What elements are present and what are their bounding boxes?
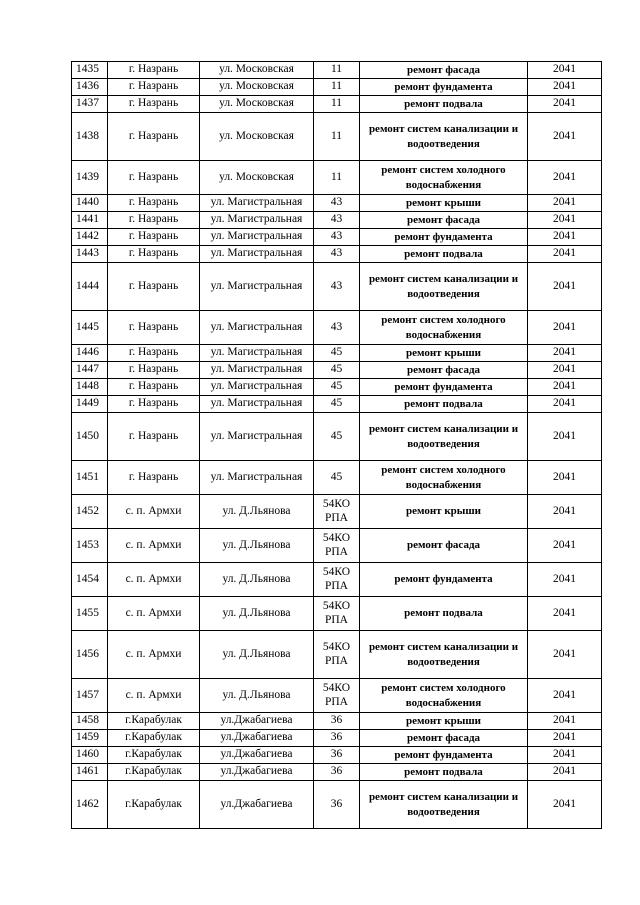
work-type-cell: ремонт систем холодного водоснабжения — [360, 461, 528, 495]
street-cell: ул.Джабагиева — [200, 730, 314, 747]
year-cell: 2041 — [528, 764, 602, 781]
table-row — [72, 362, 602, 379]
street-cell: ул. Московская — [200, 96, 314, 113]
street-cell: ул. Московская — [200, 62, 314, 79]
table-row — [72, 79, 602, 96]
row-number-cell: 1459 — [72, 730, 108, 747]
row-number-cell: 1450 — [72, 413, 108, 461]
street-cell: ул. Д.Льянова — [200, 597, 314, 631]
locality-cell: с. п. Армхи — [108, 563, 200, 597]
street-cell: ул. Московская — [200, 161, 314, 195]
house-number-cell: 45 — [314, 461, 360, 495]
year-cell: 2041 — [528, 413, 602, 461]
house-number-cell: 11 — [314, 161, 360, 195]
table-row — [72, 161, 602, 195]
house-number-cell: 43 — [314, 263, 360, 311]
row-number-cell: 1453 — [72, 529, 108, 563]
row-number-cell: 1443 — [72, 246, 108, 263]
table-row — [72, 781, 602, 829]
year-cell: 2041 — [528, 311, 602, 345]
work-type-cell: ремонт фасада — [360, 62, 528, 79]
year-cell: 2041 — [528, 362, 602, 379]
row-number-cell: 1455 — [72, 597, 108, 631]
table-body — [72, 62, 602, 829]
year-cell: 2041 — [528, 631, 602, 679]
year-cell: 2041 — [528, 246, 602, 263]
table-row — [72, 212, 602, 229]
locality-cell: г. Назрань — [108, 212, 200, 229]
year-cell: 2041 — [528, 563, 602, 597]
work-type-cell: ремонт фундамента — [360, 563, 528, 597]
locality-cell: г. Назрань — [108, 246, 200, 263]
row-number-cell: 1452 — [72, 495, 108, 529]
year-cell: 2041 — [528, 597, 602, 631]
street-cell: ул. Д.Льянова — [200, 529, 314, 563]
row-number-cell: 1446 — [72, 345, 108, 362]
table-row — [72, 96, 602, 113]
locality-cell: г. Назрань — [108, 461, 200, 495]
row-number-cell: 1456 — [72, 631, 108, 679]
year-cell: 2041 — [528, 96, 602, 113]
locality-cell: г. Назрань — [108, 263, 200, 311]
work-type-cell: ремонт фундамента — [360, 229, 528, 246]
table-row — [72, 345, 602, 362]
row-number-cell: 1440 — [72, 195, 108, 212]
row-number-cell: 1437 — [72, 96, 108, 113]
street-cell: ул. Магистральная — [200, 379, 314, 396]
street-cell: ул.Джабагиева — [200, 781, 314, 829]
work-type-cell: ремонт систем холодного водоснабжения — [360, 679, 528, 713]
locality-cell: г. Назрань — [108, 311, 200, 345]
row-number-cell: 1461 — [72, 764, 108, 781]
locality-cell: г. Назрань — [108, 161, 200, 195]
row-number-cell: 1454 — [72, 563, 108, 597]
locality-cell: г.Карабулак — [108, 730, 200, 747]
work-type-cell: ремонт подвала — [360, 96, 528, 113]
year-cell: 2041 — [528, 229, 602, 246]
work-type-cell: ремонт систем канализации и водоотведения — [360, 113, 528, 161]
row-number-cell: 1442 — [72, 229, 108, 246]
table-row — [72, 263, 602, 311]
table-row — [72, 396, 602, 413]
house-number-cell: 54КО РПА — [314, 679, 360, 713]
repair-schedule-table — [71, 61, 602, 829]
work-type-cell: ремонт подвала — [360, 396, 528, 413]
work-type-cell: ремонт подвала — [360, 597, 528, 631]
year-cell: 2041 — [528, 679, 602, 713]
street-cell: ул. Магистральная — [200, 229, 314, 246]
street-cell: ул. Д.Льянова — [200, 679, 314, 713]
year-cell: 2041 — [528, 62, 602, 79]
house-number-cell: 36 — [314, 747, 360, 764]
year-cell: 2041 — [528, 747, 602, 764]
house-number-cell: 43 — [314, 246, 360, 263]
locality-cell: г.Карабулак — [108, 747, 200, 764]
house-number-cell: 43 — [314, 229, 360, 246]
work-type-cell: ремонт систем канализации и водоотведения — [360, 631, 528, 679]
work-type-cell: ремонт крыши — [360, 195, 528, 212]
table-row — [72, 764, 602, 781]
street-cell: ул. Магистральная — [200, 362, 314, 379]
house-number-cell: 11 — [314, 113, 360, 161]
table-row — [72, 195, 602, 212]
street-cell: ул. Московская — [200, 113, 314, 161]
locality-cell: г. Назрань — [108, 96, 200, 113]
locality-cell: г. Назрань — [108, 413, 200, 461]
house-number-cell: 45 — [314, 396, 360, 413]
work-type-cell: ремонт крыши — [360, 713, 528, 730]
street-cell: ул. Д.Льянова — [200, 563, 314, 597]
house-number-cell: 11 — [314, 79, 360, 96]
work-type-cell: ремонт фасада — [360, 362, 528, 379]
locality-cell: с. п. Армхи — [108, 597, 200, 631]
house-number-cell: 54КО РПА — [314, 529, 360, 563]
row-number-cell: 1462 — [72, 781, 108, 829]
locality-cell: г. Назрань — [108, 195, 200, 212]
house-number-cell: 45 — [314, 379, 360, 396]
locality-cell: г. Назрань — [108, 229, 200, 246]
street-cell: ул.Джабагиева — [200, 764, 314, 781]
row-number-cell: 1439 — [72, 161, 108, 195]
row-number-cell: 1458 — [72, 713, 108, 730]
house-number-cell: 45 — [314, 362, 360, 379]
table-row — [72, 413, 602, 461]
locality-cell: г. Назрань — [108, 62, 200, 79]
table-row — [72, 529, 602, 563]
year-cell: 2041 — [528, 379, 602, 396]
house-number-cell: 11 — [314, 62, 360, 79]
table-row — [72, 311, 602, 345]
year-cell: 2041 — [528, 713, 602, 730]
house-number-cell: 36 — [314, 764, 360, 781]
locality-cell: г. Назрань — [108, 79, 200, 96]
row-number-cell: 1438 — [72, 113, 108, 161]
year-cell: 2041 — [528, 79, 602, 96]
street-cell: ул. Магистральная — [200, 413, 314, 461]
year-cell: 2041 — [528, 730, 602, 747]
house-number-cell: 54КО РПА — [314, 495, 360, 529]
row-number-cell: 1441 — [72, 212, 108, 229]
table-row — [72, 563, 602, 597]
locality-cell: с. п. Армхи — [108, 679, 200, 713]
street-cell: ул. Магистральная — [200, 311, 314, 345]
house-number-cell: 11 — [314, 96, 360, 113]
year-cell: 2041 — [528, 195, 602, 212]
table-row — [72, 461, 602, 495]
work-type-cell: ремонт фасада — [360, 529, 528, 563]
street-cell: ул. Магистральная — [200, 246, 314, 263]
locality-cell: г. Назрань — [108, 345, 200, 362]
row-number-cell: 1435 — [72, 62, 108, 79]
locality-cell: г. Назрань — [108, 396, 200, 413]
locality-cell: г. Назрань — [108, 379, 200, 396]
year-cell: 2041 — [528, 396, 602, 413]
row-number-cell: 1447 — [72, 362, 108, 379]
work-type-cell: ремонт систем холодного водоснабжения — [360, 161, 528, 195]
work-type-cell: ремонт подвала — [360, 764, 528, 781]
row-number-cell: 1445 — [72, 311, 108, 345]
house-number-cell: 36 — [314, 730, 360, 747]
house-number-cell: 36 — [314, 713, 360, 730]
year-cell: 2041 — [528, 345, 602, 362]
row-number-cell: 1460 — [72, 747, 108, 764]
work-type-cell: ремонт подвала — [360, 246, 528, 263]
work-type-cell: ремонт крыши — [360, 495, 528, 529]
table-row — [72, 747, 602, 764]
year-cell: 2041 — [528, 263, 602, 311]
table-row — [72, 379, 602, 396]
work-type-cell: ремонт фасада — [360, 212, 528, 229]
house-number-cell: 36 — [314, 781, 360, 829]
house-number-cell: 45 — [314, 345, 360, 362]
house-number-cell: 43 — [314, 212, 360, 229]
locality-cell: г. Назрань — [108, 113, 200, 161]
work-type-cell: ремонт фундамента — [360, 379, 528, 396]
street-cell: ул. Д.Льянова — [200, 631, 314, 679]
street-cell: ул. Магистральная — [200, 263, 314, 311]
table-row — [72, 229, 602, 246]
row-number-cell: 1449 — [72, 396, 108, 413]
locality-cell: г.Карабулак — [108, 781, 200, 829]
locality-cell: с. п. Армхи — [108, 495, 200, 529]
house-number-cell: 54КО РПА — [314, 563, 360, 597]
locality-cell: с. п. Армхи — [108, 631, 200, 679]
table-row — [72, 246, 602, 263]
table-row — [72, 62, 602, 79]
house-number-cell: 45 — [314, 413, 360, 461]
street-cell: ул.Джабагиева — [200, 747, 314, 764]
street-cell: ул. Магистральная — [200, 396, 314, 413]
table-row — [72, 631, 602, 679]
house-number-cell: 54КО РПА — [314, 597, 360, 631]
street-cell: ул. Магистральная — [200, 461, 314, 495]
table-row — [72, 730, 602, 747]
year-cell: 2041 — [528, 781, 602, 829]
house-number-cell: 54КО РПА — [314, 631, 360, 679]
year-cell: 2041 — [528, 461, 602, 495]
locality-cell: г.Карабулак — [108, 713, 200, 730]
house-number-cell: 43 — [314, 311, 360, 345]
house-number-cell: 43 — [314, 195, 360, 212]
work-type-cell: ремонт систем холодного водоснабжения — [360, 311, 528, 345]
locality-cell: г.Карабулак — [108, 764, 200, 781]
locality-cell: с. п. Армхи — [108, 529, 200, 563]
table-row — [72, 679, 602, 713]
work-type-cell: ремонт фасада — [360, 730, 528, 747]
work-type-cell: ремонт крыши — [360, 345, 528, 362]
work-type-cell: ремонт систем канализации и водоотведения — [360, 263, 528, 311]
work-type-cell: ремонт систем канализации и водоотведения — [360, 413, 528, 461]
table-row — [72, 495, 602, 529]
row-number-cell: 1436 — [72, 79, 108, 96]
year-cell: 2041 — [528, 161, 602, 195]
work-type-cell: ремонт фундамента — [360, 79, 528, 96]
street-cell: ул. Магистральная — [200, 212, 314, 229]
locality-cell: г. Назрань — [108, 362, 200, 379]
year-cell: 2041 — [528, 212, 602, 229]
table-row — [72, 113, 602, 161]
table-row — [72, 597, 602, 631]
row-number-cell: 1457 — [72, 679, 108, 713]
year-cell: 2041 — [528, 113, 602, 161]
street-cell: ул. Московская — [200, 79, 314, 96]
street-cell: ул. Д.Льянова — [200, 495, 314, 529]
work-type-cell: ремонт фундамента — [360, 747, 528, 764]
row-number-cell: 1444 — [72, 263, 108, 311]
row-number-cell: 1451 — [72, 461, 108, 495]
work-type-cell: ремонт систем канализации и водоотведения — [360, 781, 528, 829]
street-cell: ул.Джабагиева — [200, 713, 314, 730]
row-number-cell: 1448 — [72, 379, 108, 396]
year-cell: 2041 — [528, 495, 602, 529]
street-cell: ул. Магистральная — [200, 345, 314, 362]
year-cell: 2041 — [528, 529, 602, 563]
street-cell: ул. Магистральная — [200, 195, 314, 212]
table-row — [72, 713, 602, 730]
